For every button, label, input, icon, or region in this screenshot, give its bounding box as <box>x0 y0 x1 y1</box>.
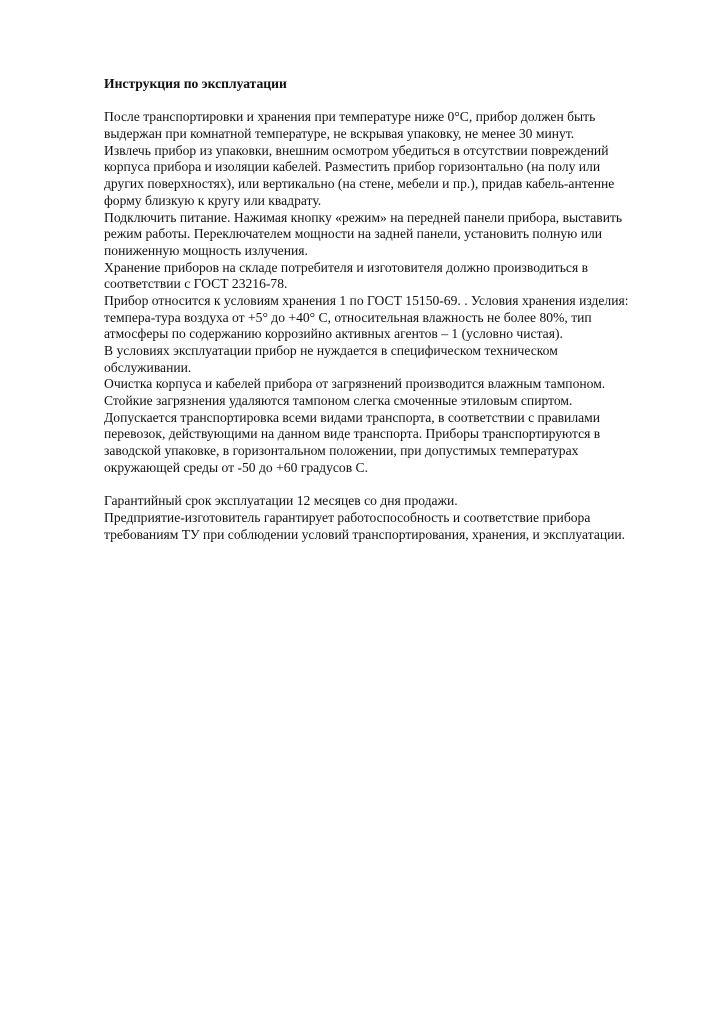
spacer <box>104 93 684 110</box>
document-body <box>104 76 684 543</box>
text-line: обслуживании. <box>104 359 192 375</box>
text-line: После транспортировки и хранения при температуре ниже 0°С, прибор должен быть <box>104 109 596 125</box>
text-line: Гарантийный срок эксплуатации 12 месяцев со дня продажи. <box>104 493 458 509</box>
text-line: Предприятие-изготовитель гарантирует работоспособность и соответствие прибора <box>104 509 591 525</box>
text-line: перевозок, действующими на данном виде транспорта. Приборы транспортируются в <box>104 426 601 442</box>
text-line: пониженную мощность излучения. <box>104 242 308 258</box>
text-line: корпуса прибора и изоляции кабелей. Разместить прибор горизонтально (на полу или <box>104 159 601 175</box>
text-line: атмосферы по содержанию коррозийно активных агентов – 1 (условно чистая). <box>104 326 563 342</box>
text-line: Стойкие загрязнения удаляются тампоном слегка смоченные этиловым спиртом. <box>104 393 573 409</box>
text-line: Подключить питание. Нажимая кнопку «режим» на передней панели прибора, выставить <box>104 209 623 225</box>
text-line: темпера-тура воздуха от +5° до +40° С, относительная влажность не более 80%, тип <box>104 309 592 325</box>
document-title: Инструкция по эксплуатации <box>104 76 287 91</box>
text-line: заводской упаковке, в горизонтальном положении, при допустимых температурах <box>104 443 579 459</box>
spacer <box>104 477 684 494</box>
text-line: режим работы. Переключателем мощности на задней панели, установить полную или <box>104 226 603 242</box>
text-line: окружающей среды от -50 до +60 градусов С. <box>104 459 369 475</box>
operating-instructions-section <box>104 109 684 476</box>
text-line: Прибор относится к условиям хранения 1 по ГОСТ 15150-69. . Условия хранения изделия: <box>104 292 629 308</box>
warranty-section <box>104 493 684 543</box>
text-line: В условиях эксплуатации прибор не нуждается в специфическом техническом <box>104 343 558 358</box>
text-line: Извлечь прибор из упаковки, внешним осмотром убедиться в отсутствии повреждений <box>104 142 609 158</box>
text-line: Допускается транспортировка всеми видами транспорта, в соответствии с правилами <box>104 409 601 425</box>
text-line: выдержан при комнатной температуре, не вскрывая упаковку, не менее 30 минут. <box>104 126 575 142</box>
text-line: Очистка корпуса и кабелей прибора от загрязнений производится влажным тампоном. <box>104 376 606 392</box>
text-line: форму близкую к кругу или квадрату. <box>104 192 322 208</box>
text-line: соответствии с ГОСТ 23216-78. <box>104 276 288 292</box>
text-line: требованиям ТУ при соблюдении условий транспортирования, хранения, и эксплуатации. <box>104 526 626 542</box>
text-line: других поверхностях), или вертикально (на стене, мебели и пр.), придав кабель-антенне <box>104 176 615 192</box>
text-line: Хранение приборов на складе потребителя и изготовителя должно производиться в <box>104 259 589 275</box>
